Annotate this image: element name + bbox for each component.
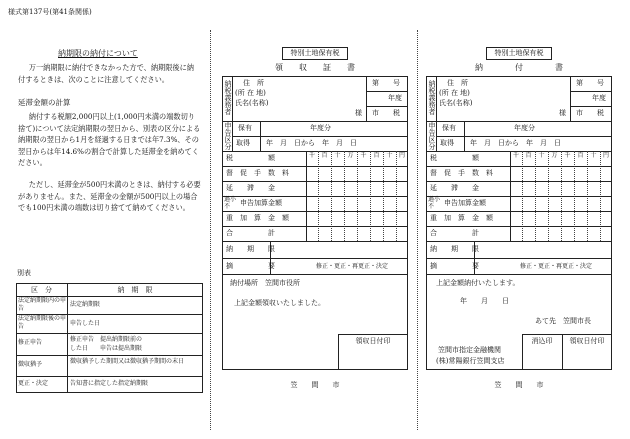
receipt-number: 第 号 bbox=[372, 79, 400, 87]
payment-city: 笠 間 市 bbox=[494, 381, 544, 389]
table-cell: 徴収猶予した期間又は徴収猶予期間の末日 bbox=[70, 358, 185, 365]
payment-row-label: 合 計 bbox=[430, 229, 479, 237]
payment-nendo: 年度分 bbox=[514, 124, 535, 132]
payment-row-label: 督 促 手 数 料 bbox=[430, 169, 493, 177]
digit-label: 万 bbox=[551, 152, 558, 159]
payment-kubun-label: 申告区分 bbox=[428, 122, 436, 150]
table-title: 別表 bbox=[17, 269, 31, 277]
receipt-year: 年度 bbox=[388, 94, 402, 102]
receipt-tax-label: 特別土地保有税 bbox=[290, 49, 340, 57]
table-header-deadline: 納 期 限 bbox=[117, 286, 153, 294]
receipt-nendo: 年度分 bbox=[310, 124, 331, 132]
digit-label: 百 bbox=[321, 152, 328, 159]
receipt-tax-amount-label: 税 額 bbox=[226, 154, 275, 162]
receipt-stamp-label: 領収日付印 bbox=[355, 337, 391, 345]
payment-tax-amount-label: 税 額 bbox=[430, 154, 479, 162]
digit-label: 円 bbox=[602, 152, 609, 159]
digit-label: 万 bbox=[347, 152, 354, 159]
table-row: 修正申告 bbox=[18, 339, 43, 346]
receipt-row-label: 重 加 算 金 額 bbox=[226, 214, 289, 222]
payment-taxpayer-label: 納税義務者 bbox=[428, 80, 436, 115]
receipt-row-label: 督 促 手 数 料 bbox=[226, 169, 289, 177]
digit-label: 千 bbox=[564, 152, 571, 159]
table-cell: 法定納期限 bbox=[70, 301, 101, 308]
payment-bank-branch: (株)常陽銀行笠間支店 bbox=[436, 357, 505, 365]
table-row: 法定納期限後の申告 bbox=[18, 315, 67, 330]
receipt-sama: 様 bbox=[355, 109, 362, 117]
receipt-city-tax: 市 税 bbox=[372, 109, 400, 117]
table-header-kubun: 区 分 bbox=[31, 286, 52, 294]
digit-label: 十 bbox=[538, 152, 545, 159]
digit-label: 十 bbox=[334, 152, 341, 159]
payment-year: 年度 bbox=[592, 94, 606, 102]
digit-label: 千 bbox=[512, 152, 519, 159]
notes-paragraph-3: ただし、延滞金が500円未満のときは、納付する必要がありません。また、延滞金の金額が500円以上の場合でも100円未満の端数は切り捨てて納めてください。 bbox=[18, 180, 201, 212]
receipt-name-label: 氏名(名称) bbox=[235, 99, 269, 107]
table-row: 徴収猶予 bbox=[18, 361, 43, 368]
digit-label: 百 bbox=[577, 152, 584, 159]
notes-paragraph-1: 万一納期限に納付できなかった方で、納期限後に納付するときは、次のことに注意してください。 bbox=[18, 63, 194, 84]
payment-remarks-label: 摘 要 bbox=[430, 262, 479, 270]
receipt-taxpayer-label: 納税義務者 bbox=[224, 80, 232, 115]
payment-bank: 笠間市指定金融機関 bbox=[438, 346, 501, 354]
receipt-row-label: 申告加算金額 bbox=[240, 199, 282, 207]
payment-location-label: (所 在 地) bbox=[439, 89, 470, 97]
table-row: 法定納期限内の申告 bbox=[18, 297, 67, 312]
receipt-received: 上記金額領収いたしました。 bbox=[234, 299, 325, 307]
receipt-kasan-label: 過小不 bbox=[224, 196, 237, 210]
payment-sama: 様 bbox=[559, 109, 566, 117]
payment-name-label: 氏名(名称) bbox=[439, 99, 473, 107]
digit-label: 千 bbox=[360, 152, 367, 159]
receipt-city: 笠 間 市 bbox=[290, 381, 340, 389]
receipt-remarks-value: 修正・更正・再更正・決定 bbox=[316, 263, 389, 270]
digit-label: 千 bbox=[308, 152, 315, 159]
receipt-row-label: 延 滞 金 bbox=[226, 184, 275, 192]
payment-address-label: 住 所 bbox=[447, 79, 468, 87]
cut-line bbox=[417, 30, 418, 430]
payment-row-label: 重 加 算 金 額 bbox=[430, 214, 493, 222]
payment-remarks-value: 修正・更正・再更正・決定 bbox=[520, 263, 593, 270]
digit-label: 十 bbox=[590, 152, 597, 159]
payment-row-label: 申告加算金額 bbox=[444, 199, 486, 207]
receipt-date-range: 年 月 日から 年 月 日 bbox=[266, 139, 357, 147]
receipt-due-label: 納 期 限 bbox=[226, 245, 275, 253]
payment-city-tax: 市 税 bbox=[576, 109, 604, 117]
receipt-shutoku: 取得 bbox=[236, 139, 250, 147]
payment-stamp-keshikomi: 消込印 bbox=[531, 337, 553, 345]
table-row: 更正・決定 bbox=[18, 380, 49, 387]
receipt-title: 領 収 証 書 bbox=[275, 63, 355, 72]
receipt-location-label: (所 在 地) bbox=[235, 89, 266, 97]
payment-shutoku: 取得 bbox=[440, 139, 454, 147]
receipt-kubun-label: 申告区分 bbox=[224, 122, 232, 150]
digit-label: 百 bbox=[373, 152, 380, 159]
payment-number: 第 号 bbox=[576, 79, 604, 87]
payment-due-label: 納 期 限 bbox=[430, 245, 479, 253]
receipt-row-label: 合 計 bbox=[226, 229, 275, 237]
late-fee-title: 延滞金額の計算 bbox=[18, 98, 71, 107]
digit-label: 百 bbox=[525, 152, 532, 159]
payment-kasan-label: 過小不 bbox=[428, 196, 441, 210]
payment-tax-label: 特別土地保有税 bbox=[494, 49, 544, 57]
cut-line bbox=[210, 30, 211, 430]
table-cell: 申告した日 bbox=[70, 320, 101, 327]
receipt-remarks-label: 摘 要 bbox=[226, 262, 275, 270]
form-number: 様式第137号(第41条関係) bbox=[8, 8, 92, 16]
table-cell: 告知書に指定した指定納期限 bbox=[70, 380, 149, 387]
payment-row-label: 延 滞 金 bbox=[430, 184, 479, 192]
payment-title: 納 付 書 bbox=[475, 63, 563, 72]
payment-addressee: あて先 笠間市長 bbox=[535, 317, 591, 325]
payment-paid: 上記金額納付いたします。 bbox=[436, 279, 520, 287]
payment-date-range: 年 月 日から 年 月 日 bbox=[470, 139, 561, 147]
payment-hoyu: 保有 bbox=[442, 124, 456, 132]
table-cell: 修正申告 提出納期限前の した日 申告は提出期限 bbox=[70, 336, 143, 352]
notes-paragraph-2: 納付する税額2,000円以上(1,000円未満の端数切り捨て)について法定納期限の翌日から、別表の区分による納期限の翌日から1月を経過する日までは年7.3%、その翌日からは年14.6%の割合で計算した延滞金を納めてください。 bbox=[18, 112, 201, 167]
digit-label: 十 bbox=[386, 152, 393, 159]
digit-label: 円 bbox=[398, 152, 405, 159]
payment-stamp-receipt: 領収日付印 bbox=[569, 337, 605, 345]
receipt-place: 納付場所 笠間市役所 bbox=[230, 279, 300, 287]
receipt-hoyu: 保有 bbox=[238, 124, 252, 132]
receipt-address-label: 住 所 bbox=[243, 79, 264, 87]
notes-title: 納期限の納付について bbox=[58, 49, 138, 58]
payment-date-line: 年 月 日 bbox=[460, 297, 509, 305]
